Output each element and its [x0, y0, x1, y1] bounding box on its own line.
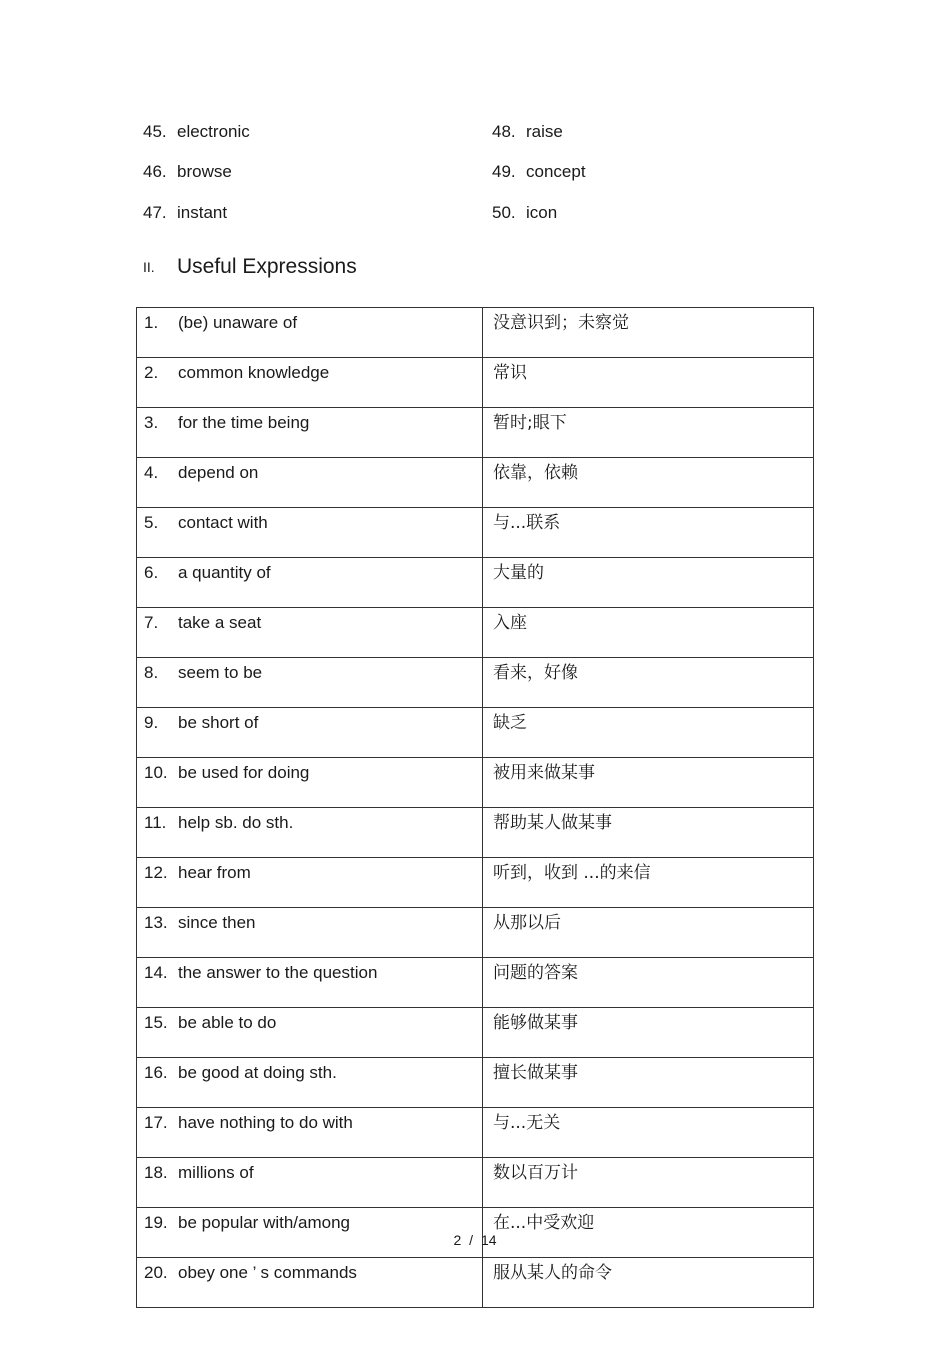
vocab-word: raise — [526, 122, 563, 141]
vocab-item — [143, 122, 250, 142]
table-row — [137, 1108, 814, 1158]
expression-chinese-cell: 从那以后 — [483, 908, 814, 958]
table-row — [137, 408, 814, 458]
expression-chinese-cell: 入座 — [483, 608, 814, 658]
expression-english-cell — [137, 308, 483, 358]
expression-english-cell — [137, 1258, 483, 1308]
expression-chinese-cell: 擅长做某事 — [483, 1058, 814, 1108]
expression-english-cell — [137, 658, 483, 708]
expression-english: (be) unaware of — [178, 313, 298, 332]
expression-english-cell — [137, 808, 483, 858]
expression-number: 14. — [144, 963, 168, 982]
expression-number: 20. — [144, 1263, 168, 1282]
table-row — [137, 858, 814, 908]
vocab-item — [492, 203, 557, 223]
table-row — [137, 1058, 814, 1108]
vocab-word: electronic — [177, 122, 250, 141]
expression-number: 15. — [144, 1013, 168, 1032]
expression-chinese-cell: 问题的答案 — [483, 958, 814, 1008]
section-title: Useful Expressions — [177, 255, 357, 278]
expression-number: 3. — [144, 413, 159, 432]
expression-english: contact with — [178, 513, 268, 532]
expression-chinese-cell: 没意识到；未察觉 — [483, 308, 814, 358]
expression-chinese-cell: 数以百万计 — [483, 1158, 814, 1208]
section-heading — [143, 255, 357, 279]
expression-chinese-cell: 与...无关 — [483, 1108, 814, 1158]
expression-english: since then — [178, 913, 256, 932]
expression-english-cell — [137, 1008, 483, 1058]
expression-number: 12. — [144, 863, 168, 882]
vocab-number: 48. — [492, 122, 516, 141]
vocabulary-list — [0, 0, 950, 240]
expression-english: for the time being — [178, 413, 310, 432]
vocab-number: 49. — [492, 162, 516, 181]
expression-chinese-cell: 被用来做某事 — [483, 758, 814, 808]
vocab-number: 45. — [143, 122, 167, 141]
expression-number: 2. — [144, 363, 159, 382]
expressions-table-body — [137, 308, 814, 1308]
expression-english: obey one ’ s commands — [178, 1263, 357, 1282]
vocab-number: 47. — [143, 203, 167, 222]
table-row — [137, 558, 814, 608]
expression-english: seem to be — [178, 663, 263, 682]
expression-chinese-cell: 大量的 — [483, 558, 814, 608]
vocab-number: 46. — [143, 162, 167, 181]
expression-number: 17. — [144, 1113, 168, 1132]
section-numeral: II. — [143, 259, 155, 275]
expression-english-cell — [137, 758, 483, 808]
expression-chinese-cell: 暂时;眼下 — [483, 408, 814, 458]
expression-english-cell — [137, 508, 483, 558]
expression-english: have nothing to do with — [178, 1113, 353, 1132]
expressions-table — [136, 307, 814, 1308]
table-row — [137, 1258, 814, 1308]
expression-english-cell — [137, 608, 483, 658]
expression-chinese-cell: 听到，收到 ...的来信 — [483, 858, 814, 908]
expression-chinese-cell: 在...中受欢迎 — [483, 1208, 814, 1258]
table-row — [137, 458, 814, 508]
table-row — [137, 358, 814, 408]
expression-english: be popular with/among — [178, 1213, 351, 1232]
expression-english-cell — [137, 858, 483, 908]
table-row — [137, 708, 814, 758]
table-row — [137, 308, 814, 358]
table-row — [137, 958, 814, 1008]
expression-number: 19. — [144, 1213, 168, 1232]
expression-number: 13. — [144, 913, 168, 932]
expression-number: 1. — [144, 313, 159, 332]
expression-chinese-cell: 与...联系 — [483, 508, 814, 558]
expression-english: the answer to the question — [178, 963, 378, 982]
expression-english: help sb. do sth. — [178, 813, 294, 832]
vocab-word: concept — [526, 162, 586, 181]
table-row — [137, 508, 814, 558]
vocab-number: 50. — [492, 203, 516, 222]
expression-english: be able to do — [178, 1013, 277, 1032]
expression-number: 5. — [144, 513, 159, 532]
table-row — [137, 658, 814, 708]
expression-english: millions of — [178, 1163, 254, 1182]
expression-english-cell — [137, 1108, 483, 1158]
expression-english: be good at doing sth. — [178, 1063, 337, 1082]
vocab-item — [143, 162, 232, 182]
table-row — [137, 1008, 814, 1058]
expression-number: 4. — [144, 463, 159, 482]
expression-english-cell — [137, 358, 483, 408]
expression-number: 10. — [144, 763, 168, 782]
expression-number: 11. — [144, 813, 167, 832]
expression-chinese-cell: 帮助某人做某事 — [483, 808, 814, 858]
expression-english-cell — [137, 408, 483, 458]
table-row — [137, 608, 814, 658]
expression-number: 7. — [144, 613, 159, 632]
expression-english-cell — [137, 1058, 483, 1108]
page-number: 2 / 14 — [453, 1232, 497, 1248]
expression-chinese-cell: 依靠，依赖 — [483, 458, 814, 508]
expression-english: hear from — [178, 863, 251, 882]
expression-english-cell — [137, 458, 483, 508]
expression-english-cell — [137, 708, 483, 758]
expression-english: common knowledge — [178, 363, 330, 382]
expression-english-cell — [137, 958, 483, 1008]
vocab-item — [143, 203, 227, 223]
expression-english: take a seat — [178, 613, 262, 632]
expression-chinese-cell: 看来，好像 — [483, 658, 814, 708]
expression-number: 18. — [144, 1163, 168, 1182]
expression-chinese-cell: 常识 — [483, 358, 814, 408]
vocab-word: icon — [526, 203, 558, 222]
expression-english: a quantity of — [178, 563, 271, 582]
expression-chinese-cell: 缺乏 — [483, 708, 814, 758]
expression-chinese-cell: 能够做某事 — [483, 1008, 814, 1058]
expression-english: be short of — [178, 713, 259, 732]
vocab-word: instant — [177, 203, 228, 222]
expression-english: be used for doing — [178, 763, 310, 782]
expression-english-cell — [137, 908, 483, 958]
expression-english: depend on — [178, 463, 259, 482]
vocab-word: browse — [177, 162, 232, 181]
expression-number: 8. — [144, 663, 159, 682]
table-row — [137, 908, 814, 958]
expression-number: 6. — [144, 563, 159, 582]
expression-number: 9. — [144, 713, 159, 732]
table-row — [137, 758, 814, 808]
vocab-item — [492, 162, 586, 182]
table-row — [137, 808, 814, 858]
expression-english-cell — [137, 1158, 483, 1208]
expression-chinese-cell: 服从某人的命令 — [483, 1258, 814, 1308]
table-row — [137, 1158, 814, 1208]
expression-english-cell — [137, 558, 483, 608]
expression-number: 16. — [144, 1063, 168, 1082]
vocab-item — [492, 122, 563, 142]
